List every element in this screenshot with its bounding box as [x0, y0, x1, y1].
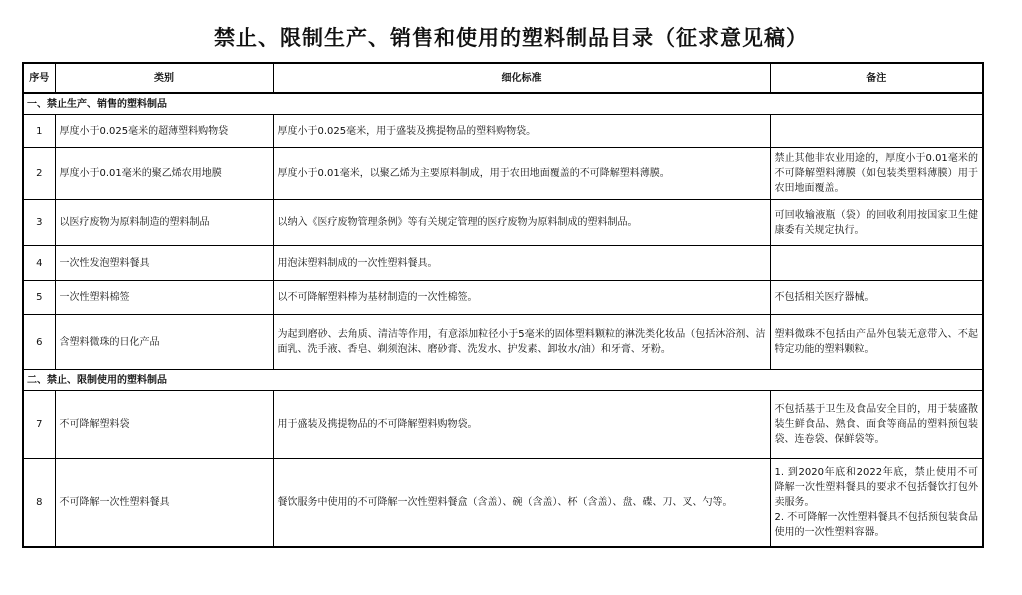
row-note [770, 115, 983, 148]
row-category: 不可降解塑料袋 [55, 391, 273, 459]
row-num: 5 [23, 281, 55, 315]
row-standard: 以纳入《医疗废物管理条例》等有关规定管理的医疗废物为原料制成的塑料制品。 [273, 200, 770, 246]
page-title: 禁止、限制生产、销售和使用的塑料制品目录（征求意见稿） [214, 25, 808, 50]
header-standard: 细化标准 [273, 63, 770, 93]
row-num: 6 [23, 315, 55, 370]
table-row [23, 281, 983, 315]
section-row [23, 370, 983, 391]
section-title: 一、禁止生产、销售的塑料制品 [23, 93, 983, 115]
row-note: 不包括相关医疗器械。 [770, 281, 983, 315]
row-standard: 用于盛装及携提物品的不可降解塑料购物袋。 [273, 391, 770, 459]
table-row [23, 315, 983, 370]
row-num: 7 [23, 391, 55, 459]
row-category: 一次性发泡塑料餐具 [55, 246, 273, 281]
table-row [23, 459, 983, 547]
table-row [23, 148, 983, 200]
row-standard: 为起到磨砂、去角质、清洁等作用，有意添加粒径小于5毫米的固体塑料颗粒的淋洗类化妆品（包括沐浴剂、洁面乳、洗手液、香皂、剃须泡沫、磨砂膏、洗发水、护发素、卸妆水/油）和牙膏、牙粉。 [273, 315, 770, 370]
table-row [23, 200, 983, 246]
row-note [770, 246, 983, 281]
row-num: 1 [23, 115, 55, 148]
header-num: 序号 [23, 63, 55, 93]
row-note [770, 459, 983, 547]
row-category: 不可降解一次性塑料餐具 [55, 459, 273, 547]
catalog-table [22, 62, 984, 548]
note-item: 1. 到2020年底和2022年底，禁止使用不可降解一次性塑料餐具的要求不包括餐饮打包外卖服务。 [774, 466, 978, 508]
row-category: 含塑料微珠的日化产品 [55, 315, 273, 370]
header-note: 备注 [770, 63, 983, 93]
row-category: 厚度小于0.01毫米的聚乙烯农用地膜 [55, 148, 273, 200]
row-standard: 餐饮服务中使用的不可降解一次性塑料餐盒（含盖）、碗（含盖）、杯（含盖）、盘、碟、刀、叉、勺等。 [273, 459, 770, 547]
row-num: 4 [23, 246, 55, 281]
row-num: 8 [23, 459, 55, 547]
section-row [23, 93, 983, 115]
row-category: 一次性塑料棉签 [55, 281, 273, 315]
row-standard: 厚度小于0.01毫米，以聚乙烯为主要原料制成，用于农田地面覆盖的不可降解塑料薄膜。 [273, 148, 770, 200]
header-row [23, 63, 983, 93]
row-note: 可回收输液瓶（袋）的回收利用按国家卫生健康委有关规定执行。 [770, 200, 983, 246]
row-category: 厚度小于0.025毫米的超薄塑料购物袋 [55, 115, 273, 148]
section-title: 二、禁止、限制使用的塑料制品 [23, 370, 983, 391]
row-standard: 厚度小于0.025毫米，用于盛装及携提物品的塑料购物袋。 [273, 115, 770, 148]
table-row [23, 391, 983, 459]
row-num: 3 [23, 200, 55, 246]
header-category: 类别 [55, 63, 273, 93]
table-row [23, 115, 983, 148]
row-note: 塑料微珠不包括由产品外包装无意带入、不起特定功能的塑料颗粒。 [770, 315, 983, 370]
row-category: 以医疗废物为原料制造的塑料制品 [55, 200, 273, 246]
row-note: 不包括基于卫生及食品安全目的，用于装盛散装生鲜食品、熟食、面食等商品的塑料预包装袋、连卷袋、保鲜袋等。 [770, 391, 983, 459]
note-item: 2. 不可降解一次性塑料餐具不包括预包装食品使用的一次性塑料容器。 [774, 511, 978, 538]
row-num: 2 [23, 148, 55, 200]
table-row [23, 246, 983, 281]
row-note: 禁止其他非农业用途的，厚度小于0.01毫米的不可降解塑料薄膜（如包装类塑料薄膜）用于农田地面覆盖。 [770, 148, 983, 200]
row-standard: 用泡沫塑料制成的一次性塑料餐具。 [273, 246, 770, 281]
row-standard: 以不可降解塑料棒为基材制造的一次性棉签。 [273, 281, 770, 315]
